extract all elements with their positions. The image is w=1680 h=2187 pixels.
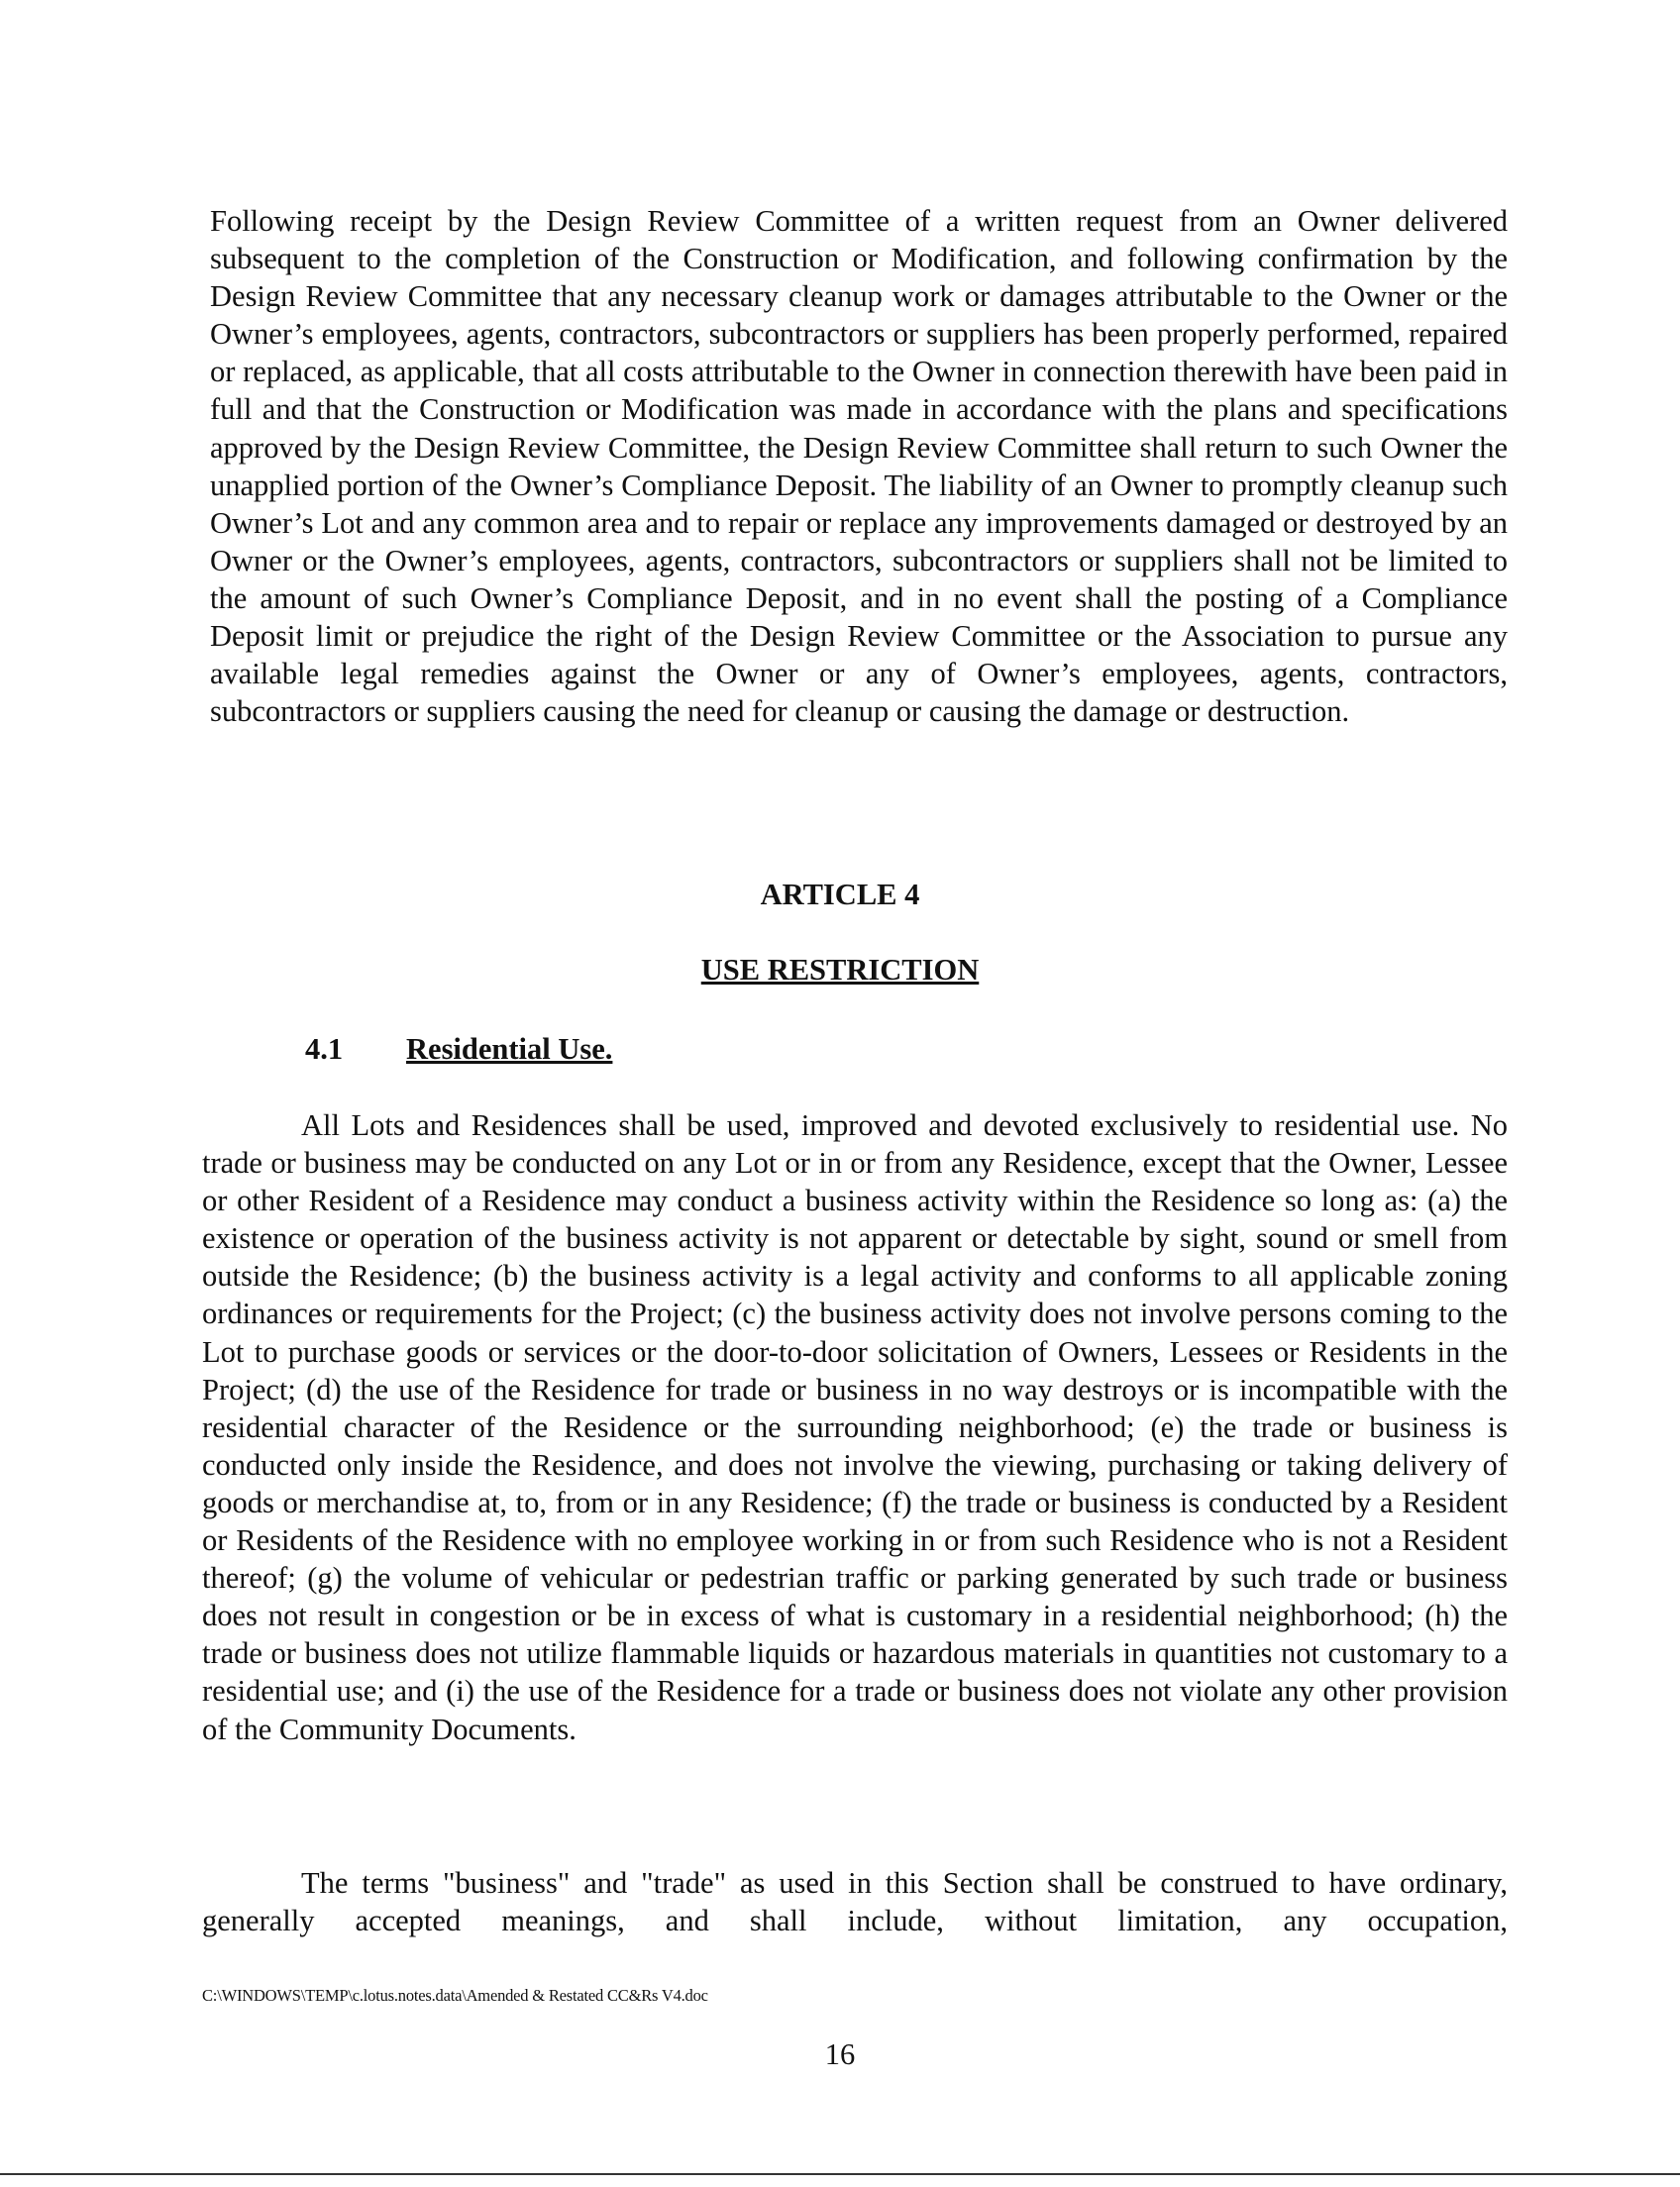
section-heading <box>305 1032 612 1067</box>
body-paragraph-residential-use: All Lots and Residences shall be used, improved and devoted exclusively to residential use. No trade or business may be conducted on any Lot or in or from any Residence, except that the Owner, Lessee or other Resident of a Residence may conduct a business activity within the Residence so long as: (a) the existence or operation of the business activity is not apparent or detectable by sight, sound or smell from outside the Residence; (b) the business activity is a legal activity and conforms to all applicable zoning ordinances or requirements for the Project; (c) the business activity does not involve persons coming to the Lot to purchase goods or services or the door-to-door solicitation of Owners, Lessees or Residents in the Project; (d) the use of the Residence for trade or business in no way destroys or is incompatible with the residential character of the Residence or the surrounding neighborhood; (e) the trade or business is conducted only inside the Residence, and does not involve the viewing, purchasing or taking delivery of goods or merchandise at, to, from or in any Residence; (f) the trade or business is conducted by a Resident or Residents of the Residence with no employee working in or from such Residence who is not a Resident thereof; (g) the volume of vehicular or pedestrian traffic or parking generated by such trade or business does not result in congestion or be in excess of what is customary in a residential neighborhood; (h) the trade or business does not utilize flammable liquids or hazardous materials in quantities not customary to a residential use; and (i) the use of the Residence for a trade or business does not violate any other provision of the Community Documents. <box>202 1108 1508 1746</box>
section-title: Residential Use. <box>406 1032 613 1066</box>
article-title-heading: USE RESTRICTION <box>700 953 980 987</box>
section-number: 4.1 <box>305 1032 344 1066</box>
bottom-scan-edge-rule <box>0 2173 1680 2175</box>
footer-file-path: C:\WINDOWS\TEMP\c.lotus.notes.data\Amended & Restated CC&Rs V4.doc <box>202 1986 708 2005</box>
page-number: 16 <box>824 2037 856 2071</box>
article-number-heading: ARTICLE 4 <box>760 878 920 911</box>
body-paragraph-compliance-deposit: Following receipt by the Design Review Committee of a written request from an Owner delivered subsequent to the completion of the Construction or Modification, and following confirmation by the Design Review Committee that any necessary cleanup work or damages attributable to the Owner or the Owner’s employees, agents, contractors, subcontractors or suppliers has been properly performed, repaired or replaced, as applicable, that all costs attributable to the Owner in connection therewith have been paid in full and that the Construction or Modification was made in accordance with the plans and specifications approved by the Design Review Committee, the Design Review Committee shall return to such Owner the unapplied portion of the Owner’s Compliance Deposit. The liability of an Owner to promptly cleanup such Owner’s Lot and any common area and to repair or replace any improvements damaged or destroyed by an Owner or the Owner’s employees, agents, contractors, subcontractors or suppliers shall not be limited to the amount of such Owner’s Compliance Deposit, and in no event shall the posting of a Compliance Deposit limit or prejudice the right of the Design Review Committee or the Association to pursue any available legal remedies against the Owner or any of Owner’s employees, agents, contractors, subcontractors or suppliers causing the need for cleanup or causing the damage or destruction. <box>210 204 1508 729</box>
body-paragraph-business-trade-terms: The terms "business" and "trade" as used in this Section shall be construed to have ordinary, generally accepted meanings, and shall include, without limitation, any occupation, <box>202 1866 1508 1938</box>
